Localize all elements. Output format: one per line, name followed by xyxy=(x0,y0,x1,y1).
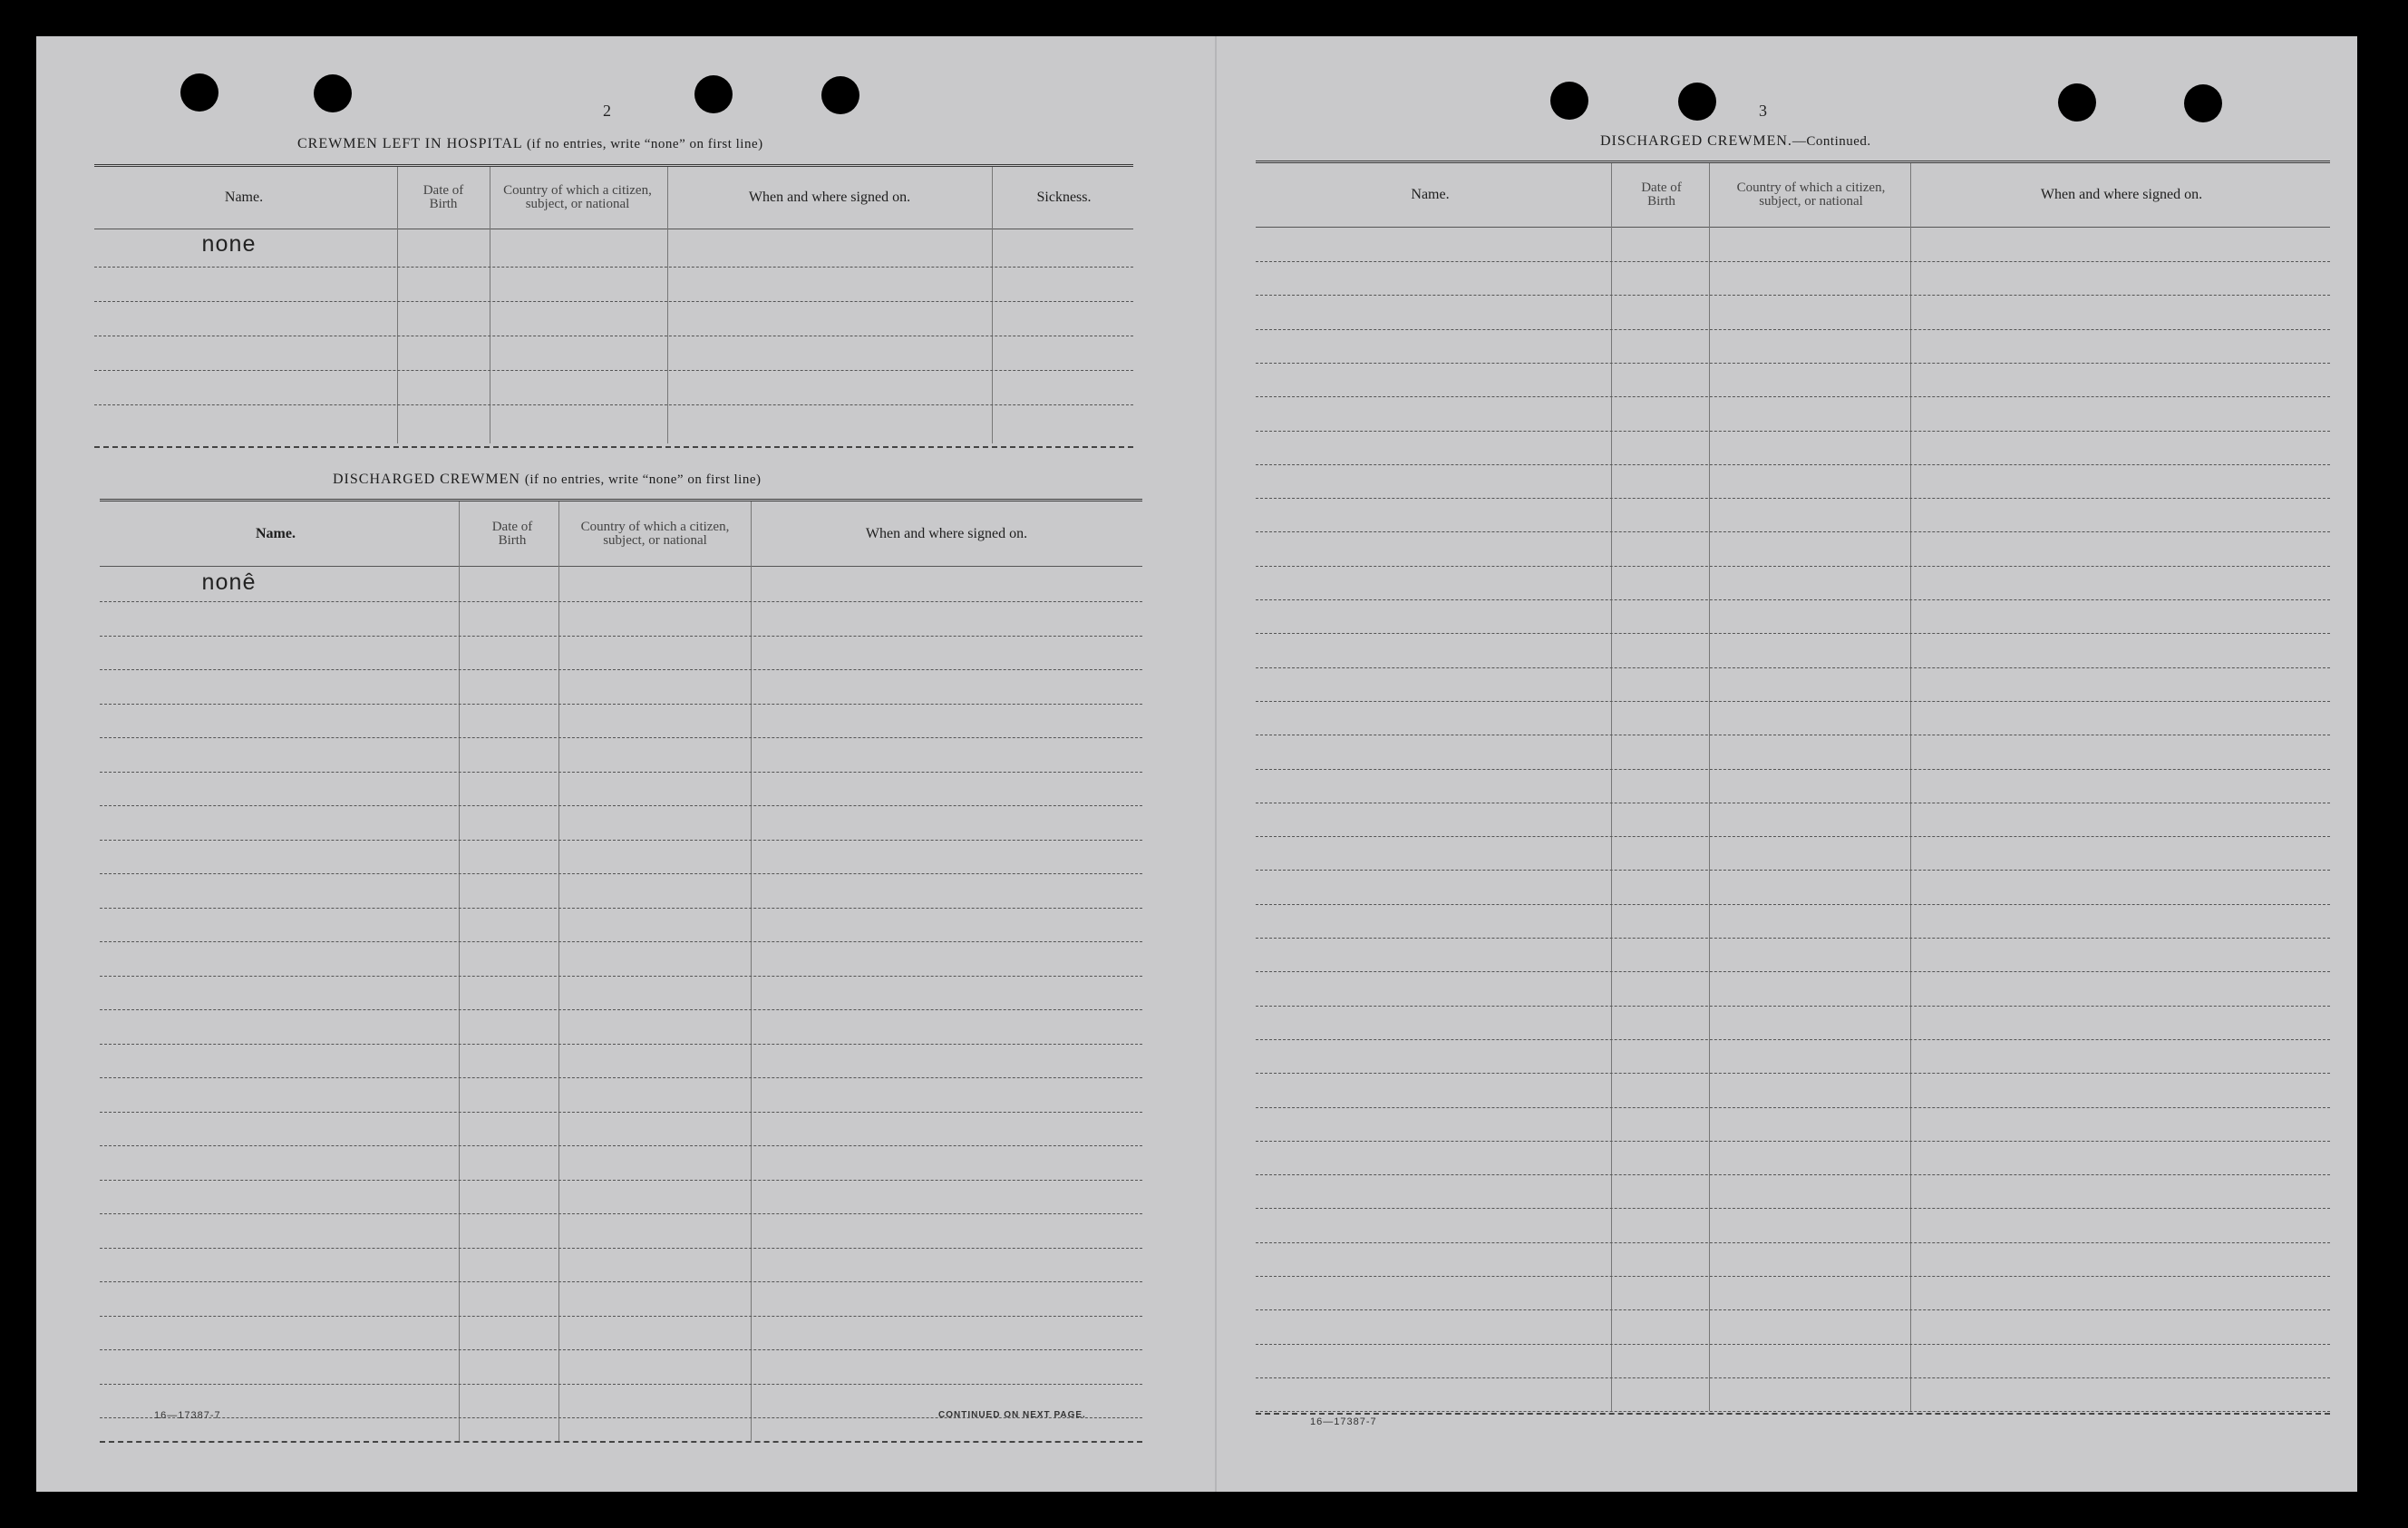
discharged-table xyxy=(100,499,1142,1442)
discharged-section-title: DISCHARGED CREWMEN (if no entries, write “none” on first line) xyxy=(333,472,762,487)
ruled-line xyxy=(100,704,1142,705)
ruled-line xyxy=(100,941,1142,942)
ruled-line xyxy=(1256,971,2330,972)
punch-hole xyxy=(180,73,218,112)
ruled-line xyxy=(1256,701,2330,702)
page-fold xyxy=(1215,36,1217,1492)
ruled-line xyxy=(100,840,1142,841)
discharged-continued-table xyxy=(1256,161,2330,1412)
col-date-of-birth: Date of Birth xyxy=(422,183,464,211)
ruled-line xyxy=(94,301,1133,302)
ruled-line xyxy=(100,1281,1142,1282)
ruled-line xyxy=(1256,1107,2330,1108)
punch-hole xyxy=(314,74,352,112)
ruled-line xyxy=(1256,667,2330,668)
ruled-line xyxy=(1256,396,2330,397)
col-date-of-birth: Date of Birth xyxy=(491,519,533,548)
ruled-line xyxy=(94,267,1133,268)
punch-hole xyxy=(821,76,859,114)
ruled-line xyxy=(100,1009,1142,1010)
punch-hole xyxy=(694,75,733,113)
col-sickness: Sickness. xyxy=(1036,190,1092,205)
ruled-line xyxy=(1256,1006,2330,1007)
punch-hole xyxy=(2058,83,2096,122)
ruled-line xyxy=(100,601,1142,602)
ruled-line xyxy=(100,1349,1142,1350)
col-when-where: When and where signed on. xyxy=(865,525,1028,541)
col-date-of-birth: Date of Birth xyxy=(1641,180,1682,209)
document-sheet xyxy=(36,36,2357,1492)
col-name: Name. xyxy=(1411,187,1450,202)
ruled-line xyxy=(100,1316,1142,1317)
ruled-line xyxy=(1256,295,2330,296)
ruled-line xyxy=(1256,1377,2330,1378)
punch-hole xyxy=(1678,83,1716,121)
hospital-first-entry: none xyxy=(201,232,257,258)
col-country: Country of which a citizen, subject, or national xyxy=(503,183,652,211)
ruled-line xyxy=(94,370,1133,371)
ruled-line xyxy=(100,976,1142,977)
ruled-line xyxy=(100,1145,1142,1146)
ruled-line xyxy=(1256,599,2330,600)
col-when-where: When and where signed on. xyxy=(2040,187,2203,202)
ruled-line xyxy=(1256,1242,2330,1243)
col-country: Country of which a citizen, subject, or national xyxy=(580,519,730,548)
ruled-line xyxy=(1256,531,2330,532)
table-header xyxy=(1256,163,2330,228)
form-number: 16—17387-7 xyxy=(154,1410,221,1421)
punch-hole xyxy=(1550,82,1588,120)
col-name: Name. xyxy=(256,525,296,541)
col-when-where: When and where signed on. xyxy=(748,190,911,205)
col-country: Country of which a citizen, subject, or national xyxy=(1736,180,1886,209)
ruled-line xyxy=(1256,1039,2330,1040)
ruled-line xyxy=(1256,1276,2330,1277)
page-number: 3 xyxy=(1759,102,1769,120)
ruled-line xyxy=(1256,498,2330,499)
ruled-line xyxy=(1256,261,2330,262)
ruled-line xyxy=(100,1112,1142,1113)
table-header xyxy=(94,167,1133,229)
ruled-line xyxy=(1256,1309,2330,1310)
discharged-continued-title: DISCHARGED CREWMEN.—Continued. xyxy=(1600,133,1871,149)
ruled-line xyxy=(1256,1174,2330,1175)
form-number: 16—17387-7 xyxy=(1310,1416,1377,1427)
hospital-table xyxy=(94,164,1133,445)
ruled-line xyxy=(1256,464,2330,465)
ruled-line xyxy=(1256,836,2330,837)
ruled-line xyxy=(100,873,1142,874)
ruled-line xyxy=(1256,566,2330,567)
hospital-section-title: CREWMEN LEFT IN HOSPITAL (if no entries, write “none” on first line) xyxy=(297,136,763,151)
ruled-line xyxy=(100,1248,1142,1249)
ruled-line xyxy=(100,737,1142,738)
discharged-first-entry: nonê xyxy=(201,570,257,597)
continued-note: CONTINUED ON NEXT PAGE. xyxy=(938,1410,1086,1420)
ruled-line xyxy=(100,805,1142,806)
table-header xyxy=(100,501,1142,567)
ruled-line xyxy=(100,1384,1142,1385)
col-name: Name. xyxy=(224,190,264,205)
ruled-line xyxy=(1256,769,2330,770)
ruled-line xyxy=(100,908,1142,909)
ruled-line xyxy=(1256,431,2330,432)
punch-hole xyxy=(2184,84,2222,122)
ruled-line xyxy=(1256,633,2330,634)
ruled-line xyxy=(100,772,1142,773)
ruled-line xyxy=(1256,1344,2330,1345)
ruled-line xyxy=(1256,1073,2330,1074)
ruled-line xyxy=(1256,363,2330,364)
ruled-line xyxy=(1256,870,2330,871)
ruled-line xyxy=(100,669,1142,670)
ruled-line xyxy=(1256,1208,2330,1209)
ruled-line xyxy=(1256,938,2330,939)
ruled-line xyxy=(100,636,1142,637)
ruled-line xyxy=(100,1077,1142,1078)
ruled-line xyxy=(100,1180,1142,1181)
page-number: 2 xyxy=(603,102,613,120)
ruled-line xyxy=(1256,329,2330,330)
ruled-line xyxy=(100,1213,1142,1214)
ruled-line xyxy=(100,1044,1142,1045)
ruled-line xyxy=(1256,904,2330,905)
ruled-line xyxy=(1256,1141,2330,1142)
ruled-line xyxy=(94,404,1133,405)
